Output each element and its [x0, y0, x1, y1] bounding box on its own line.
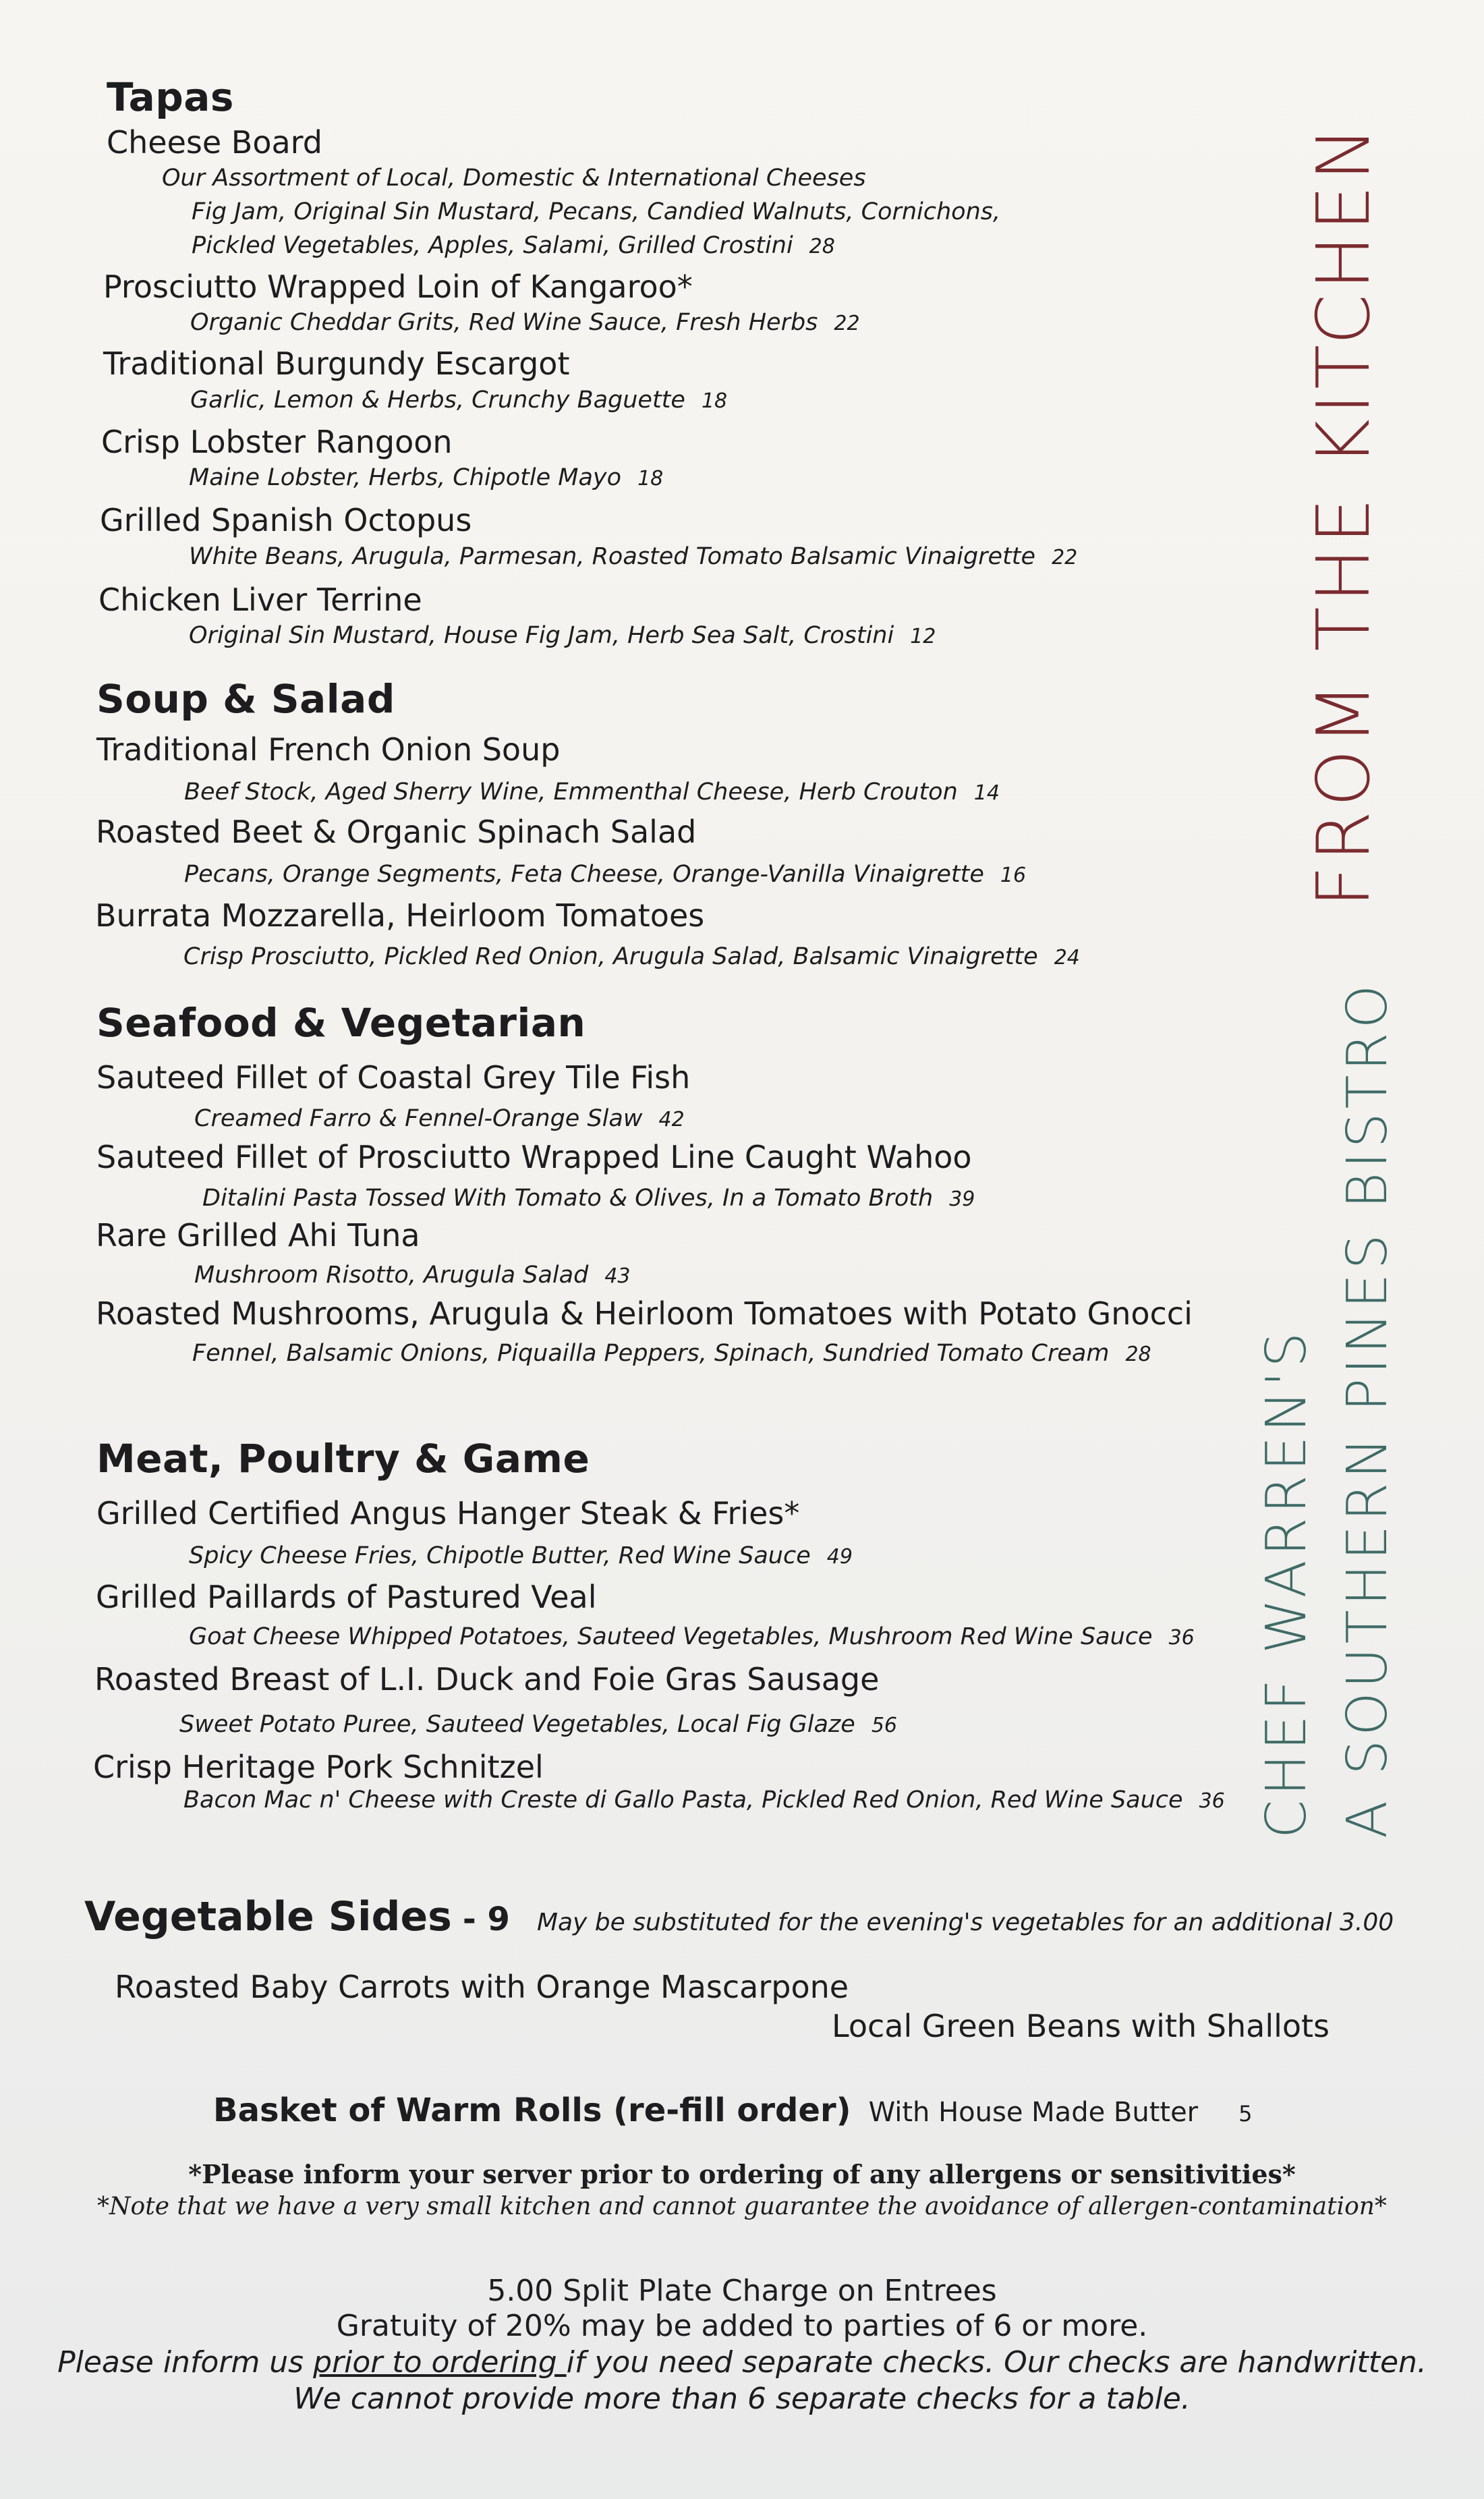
menu-item-description: Original Sin Mustard, House Fig Jam, Herb Sea Salt, Crostini 12 [189, 622, 936, 649]
menu-item-price: 43 [604, 1264, 631, 1288]
section-title-vegetable-sides: Vegetable Sides [84, 1893, 452, 1940]
menu-item-price: 42 [658, 1108, 685, 1131]
menu-item-description: Sweet Potato Puree, Sauteed Vegetables, Local Fig Glaze 56 [179, 1711, 898, 1738]
menu-item-name: Chicken Liver Terrine [98, 582, 422, 618]
menu-item-price: 49 [826, 1545, 853, 1569]
split-plate-charge: 5.00 Split Plate Charge on Entrees [487, 2274, 997, 2308]
menu-item-name: Prosciutto Wrapped Loin of Kangaroo* [103, 269, 693, 305]
menu-item-name: Crisp Lobster Rangoon [101, 424, 453, 460]
menu-item-price: 39 [949, 1187, 975, 1211]
menu-item-description: Pecans, Orange Segments, Feta Cheese, Orange-Vanilla Vinaigrette 16 [184, 861, 1027, 888]
warm-rolls-title: Basket of Warm Rolls (re-fill order) [213, 2091, 851, 2129]
menu-item-name: Sauteed Fillet of Prosciutto Wrapped Line Caught Wahoo [96, 1139, 972, 1175]
menu-item-description: Spicy Cheese Fries, Chipotle Butter, Red Wine Sauce 49 [189, 1542, 853, 1569]
menu-item-description: Fennel, Balsamic Onions, Piquailla Peppers, Spinach, Sundried Tomato Cream 28 [192, 1340, 1151, 1367]
menu-item-description: Ditalini Pasta Tossed With Tomato & Olives, In a Tomato Broth 39 [202, 1185, 975, 1212]
menu-item-price: 16 [1000, 864, 1027, 887]
warm-rolls-line [213, 2091, 1252, 2129]
menu-item-name: Sauteed Fillet of Coastal Grey Tile Fish [96, 1059, 691, 1096]
from-the-kitchen-title: FROM THE KITCHEN [1302, 122, 1386, 907]
menu-item-description: Creamed Farro & Fennel-Orange Slaw 42 [194, 1105, 685, 1132]
section-title-meat-poultry-game: Meat, Poultry & Game [96, 1436, 590, 1482]
menu-item-price: 56 [871, 1714, 898, 1737]
menu-item-price: 36 [1168, 1626, 1195, 1650]
section-title-soup-salad: Soup & Salad [96, 676, 395, 722]
menu-item-name: Grilled Paillards of Pastured Veal [96, 1579, 597, 1615]
menu-item-name: Traditional French Onion Soup [96, 731, 561, 768]
menu-item-description: Crisp Prosciutto, Pickled Red Onion, Arugula Salad, Balsamic Vinaigrette 24 [183, 943, 1080, 970]
menu-item-price: 28 [1125, 1343, 1151, 1366]
menu-item-price: 12 [910, 625, 936, 648]
menu-item-description: Pickled Vegetables, Apples, Salami, Grilled Crostini 28 [192, 232, 835, 259]
separate-checks-note: Please inform us prior to ordering if you need separate checks. Our checks are handwritten. [57, 2345, 1427, 2380]
menu-item-price: 18 [637, 467, 664, 490]
section-title-tapas: Tapas [107, 74, 234, 120]
allergy-notice: *Please inform your server prior to ordering of any allergens or sensitivities* [188, 2159, 1296, 2189]
menu-item-description: Mushroom Risotto, Arugula Salad 43 [194, 1262, 631, 1289]
vegetable-side-item: Local Green Beans with Shallots [832, 2008, 1330, 2044]
menu-item-name: Traditional Burgundy Escargot [103, 345, 570, 382]
menu-item-price: 24 [1054, 946, 1080, 970]
menu-item-name: Grilled Spanish Octopus [100, 502, 472, 538]
menu-item-description: Maine Lobster, Herbs, Chipotle Mayo 18 [189, 464, 664, 491]
menu-item-intro: Our Assortment of Local, Domestic & International Cheeses [162, 165, 866, 192]
separate-checks-limit: We cannot provide more than 6 separate checks for a table. [293, 2382, 1191, 2416]
vegetable-sides-note: May be substituted for the evening's vegetables for an additional 3.00 [536, 1909, 1394, 1936]
menu-item-name: Burrata Mozzarella, Heirloom Tomatoes [95, 897, 705, 934]
menu-item-price: 36 [1199, 1789, 1225, 1813]
menu-item-description: Fig Jam, Original Sin Mustard, Pecans, Candied Walnuts, Cornichons, [192, 198, 1001, 225]
kitchen-contamination-note: *Note that we have a very small kitchen and cannot guarantee the avoidance of allergen-contamination* [97, 2193, 1387, 2220]
warm-rolls-description: With House Made Butter [868, 2097, 1199, 2128]
menu-item-description: Garlic, Lemon & Herbs, Crunchy Baguette 18 [190, 387, 728, 414]
vegetable-side-item: Roasted Baby Carrots with Orange Mascarpone [115, 1969, 849, 2005]
menu-item-name: Crisp Heritage Pork Schnitzel [93, 1749, 544, 1785]
menu-item-name: Roasted Beet & Organic Spinach Salad [96, 814, 697, 850]
menu-item-name: Grilled Certified Angus Hanger Steak & Fries* [96, 1495, 800, 1532]
southern-pines-bistro-title: A SOUTHERN PINES BISTRO [1336, 980, 1400, 1838]
warm-rolls-price: 5 [1238, 2101, 1253, 2127]
menu-item-name: Rare Grilled Ahi Tuna [96, 1217, 420, 1254]
vegetable-sides-price: - 9 [462, 1901, 510, 1938]
prior-to-ordering-text: prior to ordering [313, 2345, 567, 2380]
section-title-seafood-vegetarian: Seafood & Vegetarian [96, 1000, 586, 1046]
menu-item-name: Cheese Board [107, 124, 322, 161]
menu-item-description: Organic Cheddar Grits, Red Wine Sauce, Fresh Herbs 22 [190, 309, 860, 336]
menu-item-description: Goat Cheese Whipped Potatoes, Sauteed Vegetables, Mushroom Red Wine Sauce 36 [189, 1623, 1195, 1650]
menu-item-name: Roasted Breast of L.I. Duck and Foie Gras Sausage [94, 1661, 880, 1697]
vegetable-sides-header [84, 1893, 1394, 1940]
menu-item-description: Beef Stock, Aged Sherry Wine, Emmenthal Cheese, Herb Crouton 14 [184, 779, 1000, 806]
menu-item-price: 28 [809, 235, 835, 258]
menu-item-description: White Beans, Arugula, Parmesan, Roasted Tomato Balsamic Vinaigrette 22 [189, 543, 1078, 570]
menu-item-price: 22 [1052, 546, 1078, 569]
menu-item-price: 14 [973, 781, 1000, 805]
menu-item-price: 22 [834, 312, 860, 335]
gratuity-note: Gratuity of 20% may be added to parties of 6 or more. [336, 2309, 1148, 2343]
menu-item-description: Bacon Mac n' Cheese with Creste di Gallo Pasta, Pickled Red Onion, Red Wine Sauce 36 [183, 1787, 1225, 1814]
menu-item-price: 18 [701, 389, 728, 413]
menu-item-name: Roasted Mushrooms, Arugula & Heirloom Tomatoes with Potato Gnocci [96, 1295, 1193, 1332]
chef-warrens-title: CHEF WARREN'S [1255, 1328, 1319, 1838]
